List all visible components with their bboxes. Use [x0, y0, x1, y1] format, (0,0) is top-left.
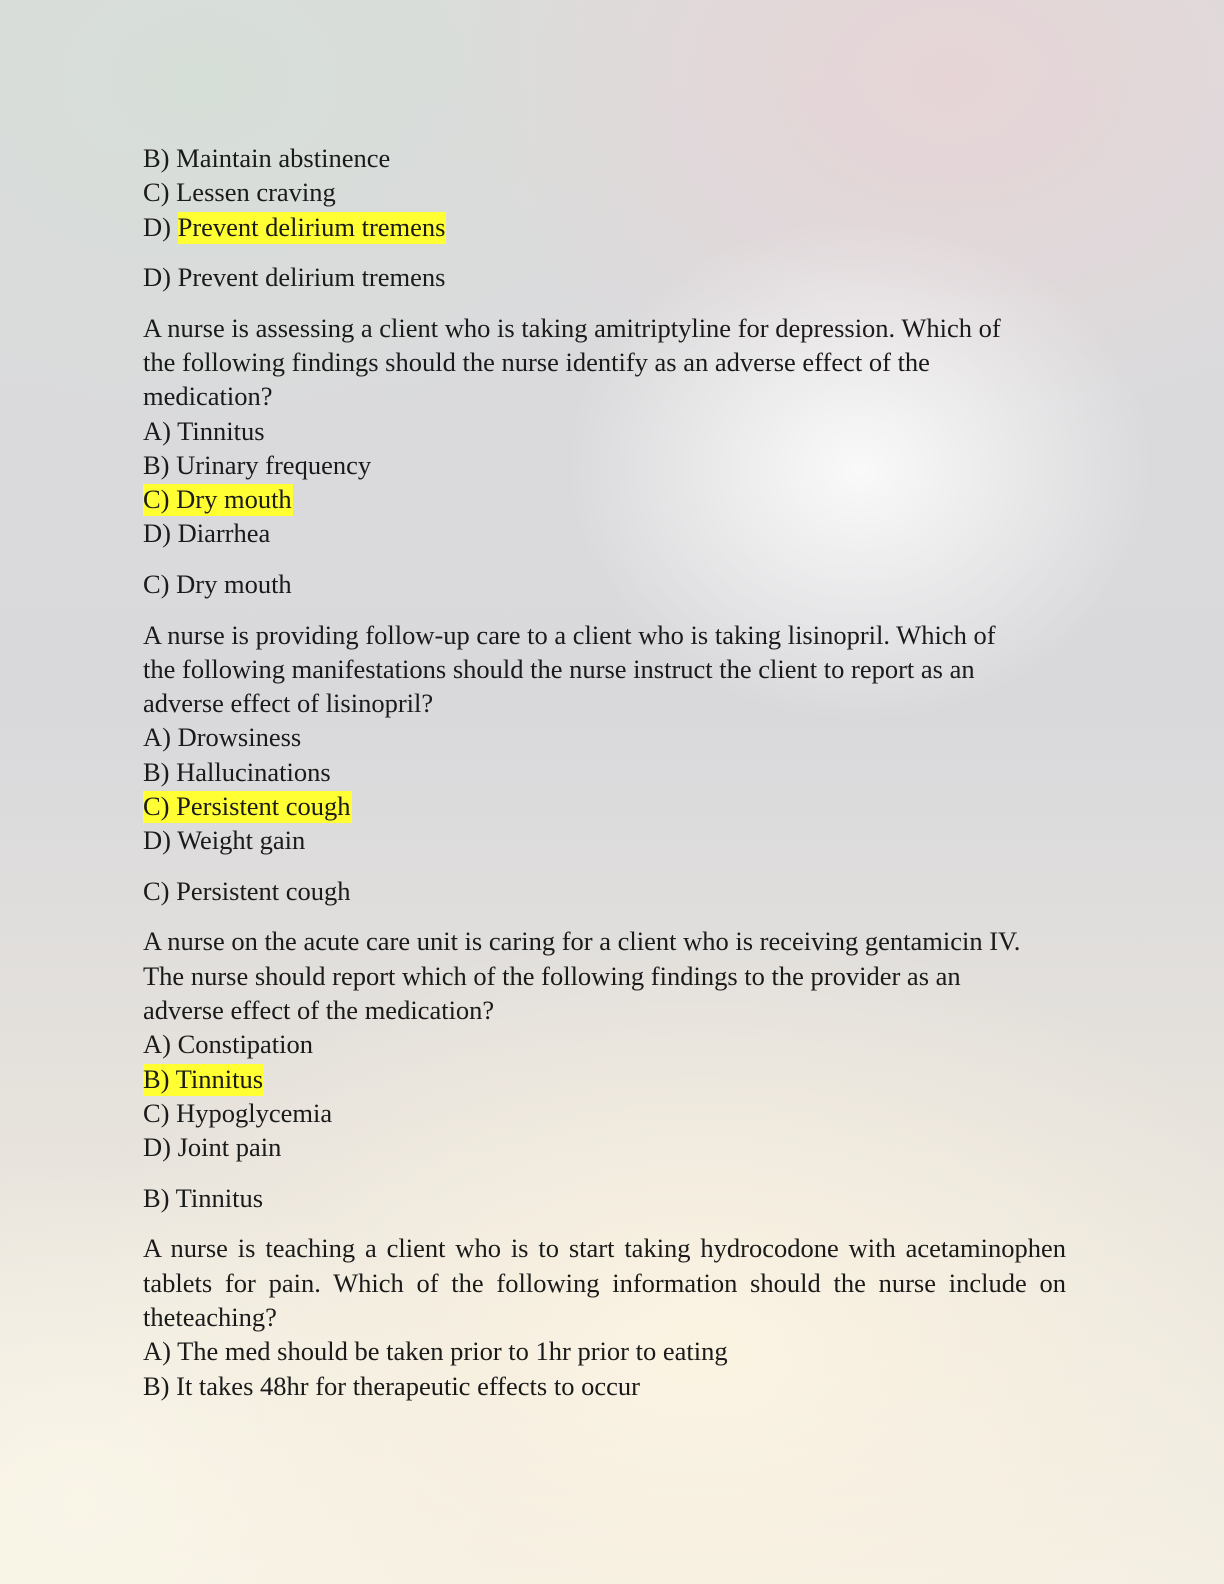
question-line: theteaching?: [143, 1301, 277, 1332]
answer-line: B) Tinnitus: [143, 1182, 264, 1213]
question-block-4: [143, 924, 1073, 1214]
option-b-correct: [143, 1062, 1073, 1096]
option-d: D) Weight gain: [143, 825, 306, 856]
answer-line: D) Prevent delirium tremens: [143, 261, 446, 292]
question-line: A nurse is providing follow-up care to a client who is taking lisinopril. Which of: [143, 619, 996, 650]
option-b: B) Maintain abstinence: [143, 143, 391, 173]
option-b: B) Hallucinations: [143, 756, 331, 787]
question-line: A nurse on the acute care unit is caring for a client who is receiving gentamicin IV.: [143, 926, 1021, 957]
option-a: A) The med should be taken prior to 1hr prior to eating: [143, 1336, 728, 1367]
question-line: the following manifestations should the nurse instruct the client to report as an: [143, 653, 975, 684]
option-a: A) Drowsiness: [143, 722, 302, 753]
question-line: adverse effect of the medication?: [143, 995, 495, 1026]
option-c-correct: [143, 789, 1073, 823]
answer-highlight: C) Dry mouth: [143, 484, 292, 515]
question-block-2: [143, 311, 1073, 601]
question-block-5: [143, 1231, 1073, 1402]
option-b: B) Urinary frequency: [143, 449, 372, 480]
option-d: D) Diarrhea: [143, 518, 271, 549]
answer-highlight: C) Persistent cough: [143, 791, 351, 822]
option-a: A) Tinnitus: [143, 415, 265, 446]
answer-highlight: B) Tinnitus: [143, 1063, 264, 1094]
question-line: the following findings should the nurse identify as an adverse effect of the: [143, 346, 930, 377]
question-line: A nurse is assessing a client who is taking amitriptyline for depression. Which of: [143, 312, 1001, 343]
question-block-1: [143, 141, 1073, 294]
question-line: A nurse is teaching a client who is to start taking hydrocodone with acetaminophen: [143, 1233, 1066, 1264]
question-line: The nurse should report which of the following findings to the provider as an: [143, 960, 961, 991]
answer-line: C) Persistent cough: [143, 875, 351, 906]
answer-line: C) Dry mouth: [143, 568, 292, 599]
question-block-3: [143, 618, 1073, 908]
option-c-correct: [143, 482, 1073, 516]
option-b: B) It takes 48hr for therapeutic effects to occur: [143, 1370, 640, 1401]
option-d: D) Joint pain: [143, 1132, 282, 1163]
answer-highlight: Prevent delirium tremens: [177, 211, 446, 242]
question-line: tablets for pain. Which of the following information should the nurse include on: [143, 1267, 1066, 1298]
document-page: [143, 141, 1073, 1403]
option-a: A) Constipation: [143, 1029, 314, 1060]
option-d-correct: D) Prevent delirium tremens: [143, 211, 446, 242]
question-line: medication?: [143, 381, 273, 412]
option-c: C) Hypoglycemia: [143, 1097, 333, 1128]
option-c: C) Lessen craving: [143, 177, 336, 208]
question-line: adverse effect of lisinopril?: [143, 688, 434, 719]
